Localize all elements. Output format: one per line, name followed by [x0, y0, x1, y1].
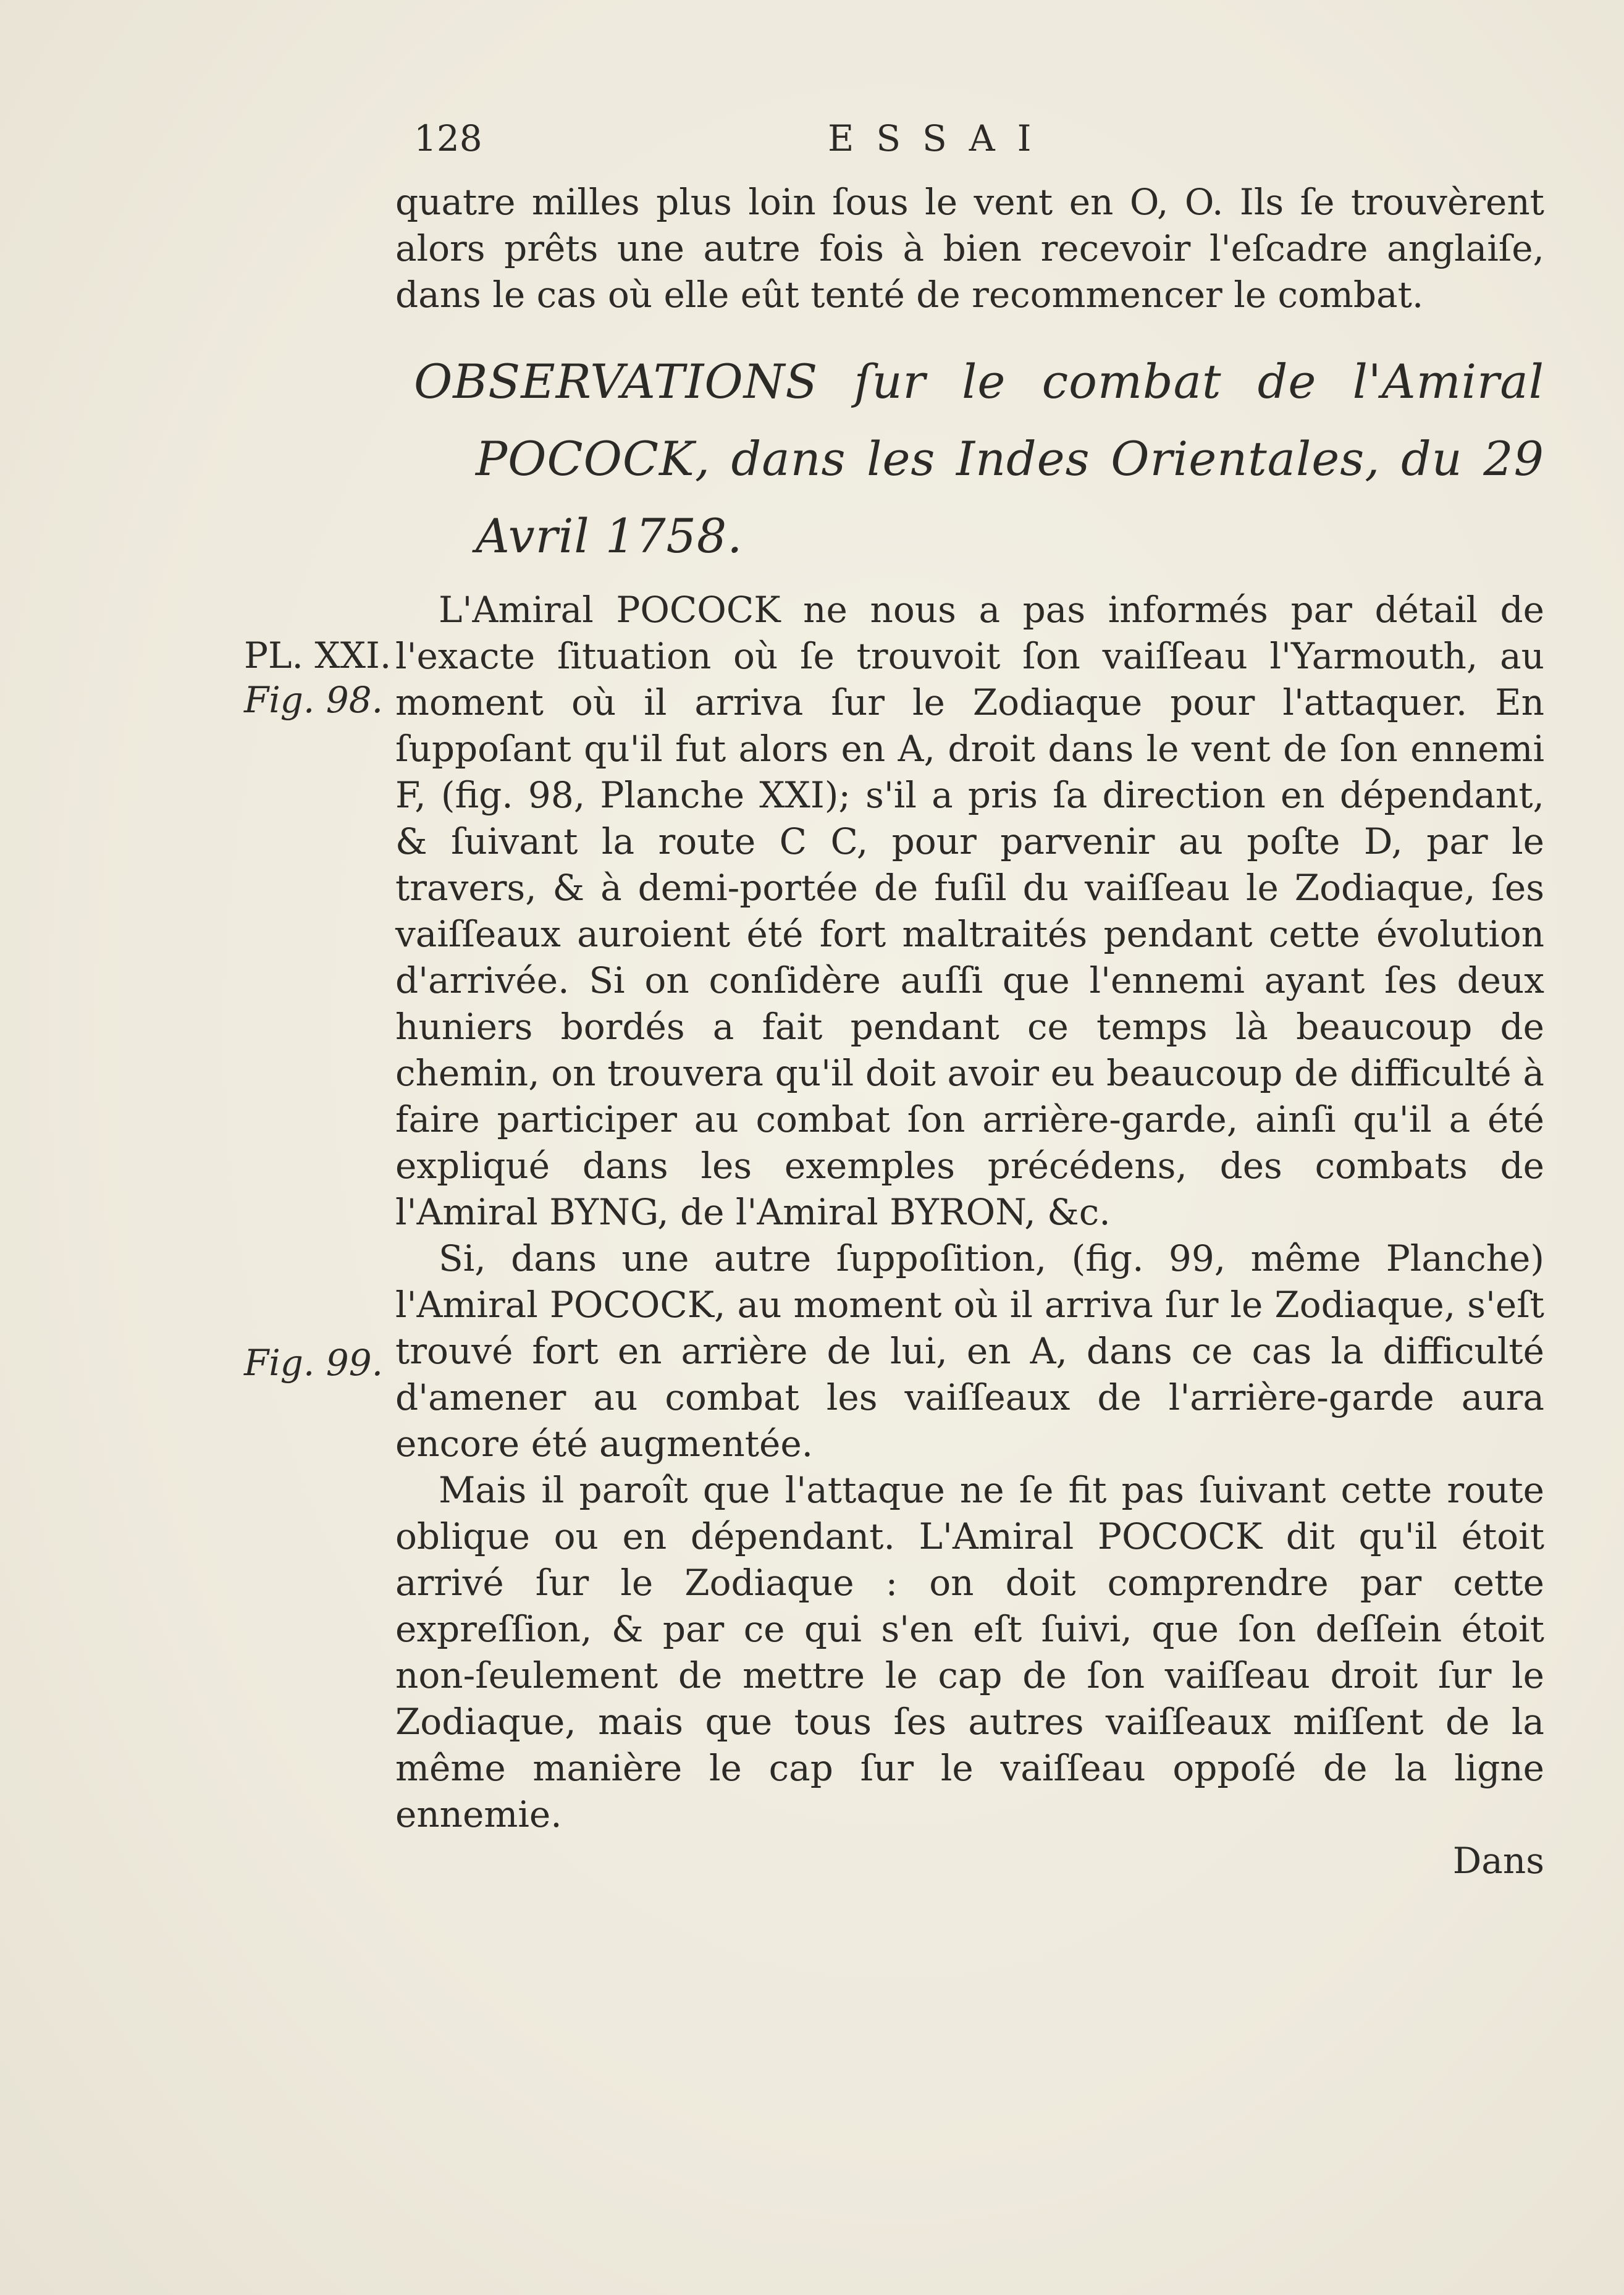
- paragraph-1: L'Amiral POCOCK ne nous a pas informés par détail de l'exacte ſituation où ſe trouvoit ſon vaiſſeau l'Yarmouth, au moment où il arriva ſur le Zodiaque pour l'attaquer. En ſuppoſant qu'il fut alors en A, droit dans le vent de ſon ennemi F, (fig. 98, Planche XXI); s'il a pris ſa direction en dépendant, & ſuivant la route C C, pour parvenir au poſte D, par le travers, & à demi-portée de fuſil du vaiſſeau le Zodiaque, ſes vaiſſeaux auroient été fort maltraités pendant cette évolution d'arrivée. Si on conſidère auſſi que l'ennemi ayant ſes deux huniers bordés a fait pendant ce temps là beaucoup de chemin, on trouvera qu'il doit avoir eu beaucoup de difficulté à faire participer au combat ſon arrière-garde, ainſi qu'il a été expliqué dans les exemples précédens, des combats de l'Amiral BYNG, de l'Amiral BYRON, &c.: [395, 589, 1544, 1233]
- margin-note-plate-fig98: [244, 633, 391, 722]
- section-title: OBSERVATIONS ſur le combat de l'Amiral POCOCK, dans les Indes Orientales, du 29 Avril 1758.: [414, 354, 1544, 563]
- margin-note-fig99: [244, 1341, 383, 1385]
- catchword: Dans: [1452, 1840, 1544, 1882]
- running-head: ESSAI: [828, 117, 1054, 159]
- paragraph-3: Mais il paroît que l'attaque ne ſe fit pas ſuivant cette route oblique ou en dépendant. L'Amiral POCOCK dit qu'il étoit arrivé ſur le Zodiaque : on doit comprendre par cette expreſſion, & par ce qui s'en eſt ſuivi, que ſon deſſein étoit non-ſeulement de mettre le cap de ſon vaiſſeau droit ſur le Zodiaque, mais que tous ſes autres vaiſſeaux miſſent de la même manière le cap ſur le vaiſſeau oppoſé de la ligne ennemie.: [395, 1469, 1544, 1835]
- top-paragraph: quatre milles plus loin ſous le vent en O, O. Ils ſe trouvèrent alors prêts une autre fois à bien recevoir l'eſcadre anglaiſe, dans le cas où elle eût tenté de recommencer le combat.: [395, 181, 1544, 316]
- margin-plate-ref: PL. XXI.: [244, 634, 392, 676]
- paragraph-2: Si, dans une autre ſuppoſition, (fig. 99, même Planche) l'Amiral POCOCK, au moment où il arriva ſur le Zodiaque, s'eſt trouvé fort en arrière de lui, en A, dans ce cas la difficulté d'amener au combat les vaiſſeaux de l'arrière-garde aura encore été augmentée.: [395, 1237, 1544, 1465]
- page-header: [414, 111, 1538, 167]
- margin-fig-99: Fig. 99.: [244, 1342, 384, 1384]
- page-body: [395, 179, 1544, 1882]
- margin-fig-98: Fig. 98.: [244, 679, 384, 721]
- page-number: 128: [414, 117, 482, 159]
